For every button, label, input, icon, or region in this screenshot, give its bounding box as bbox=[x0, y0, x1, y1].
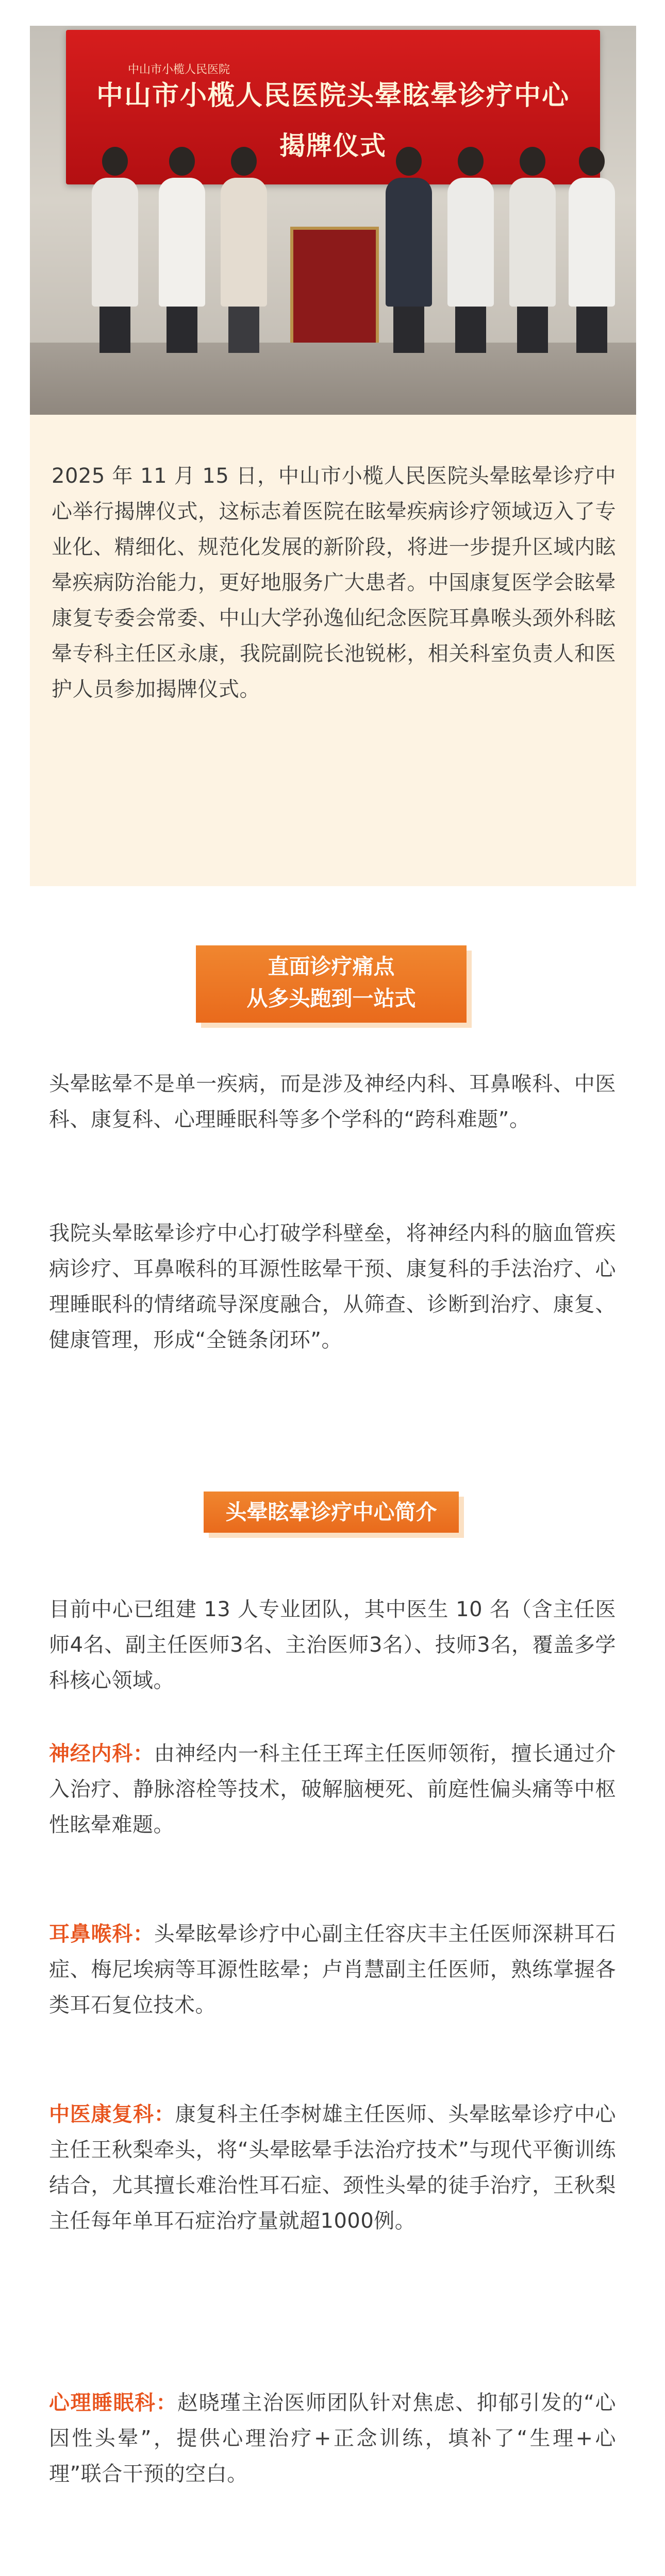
dept-neurology bbox=[49, 1736, 616, 1843]
dept-text: 由神经内一科主任王珲主任医师领衔，擅长通过介入治疗、静脉溶栓等技术，破解脑梗死、前庭性偏头痛等中枢性眩晕难题。 bbox=[49, 1742, 616, 1837]
section-badge-center-intro: 头晕眩晕诊疗中心简介 bbox=[204, 1492, 459, 1533]
ceremony-photo bbox=[30, 26, 636, 415]
badge-line-2: 从多头跑到一站式 bbox=[246, 986, 416, 1011]
dept-text: 头晕眩晕诊疗中心副主任容庆丰主任医师深耕耳石症、梅尼埃病等耳源性眩晕；卢肖慧副主任医师，熟练掌握各类耳石复位技术。 bbox=[49, 1922, 616, 2017]
dept-label: 中医康复科： bbox=[49, 2103, 175, 2126]
unveiled-plaque bbox=[290, 227, 379, 346]
team-paragraph: 目前中心已组建 13 人专业团队，其中医生 10 名（含主任医师4名、副主任医师3名、主治医师3名）、技师3名，覆盖多学科核心领域。 bbox=[49, 1598, 616, 1692]
section-badge-pain-points bbox=[196, 945, 467, 1023]
hospital-logo: 中山市小榄人民医院 bbox=[128, 63, 230, 76]
section1-paragraph-1: 头晕眩晕不是单一疾病，而是涉及神经内科、耳鼻喉科、中医科、康复科、心理睡眠科等多个学科的“跨科难题”。 bbox=[49, 1072, 616, 1131]
dept-label: 神经内科： bbox=[49, 1742, 154, 1766]
attendee bbox=[386, 147, 432, 353]
dept-text: 赵晓瑾主治医师团队针对焦虑、抑郁引发的“心因性头晕”，提供心理治疗+正念训练，填补了“生理+心理”联合干预的空白。 bbox=[49, 2391, 616, 2486]
dept-label: 耳鼻喉科： bbox=[49, 1922, 154, 1946]
dept-psych-sleep bbox=[49, 2385, 616, 2492]
attendee bbox=[569, 147, 615, 353]
dept-ent bbox=[49, 1917, 616, 2023]
attendee bbox=[509, 147, 556, 353]
intro-paragraph: 2025 年 11 月 15 日，中山市小榄人民医院头晕眩晕诊疗中心举行揭牌仪式，这标志着医院在眩晕疾病诊疗领域迈入了专业化、精细化、规范化发展的新阶段，将进一步提升区域内眩晕疾病防治能力，更好地服务广大患者。中国康复医学会眩晕康复专委会常委、中山大学孙逸仙纪念医院耳鼻喉头颈外科眩晕专科主任区永康，我院副院长池锐彬，相关科室负责人和医护人员参加揭牌仪式。 bbox=[52, 464, 616, 701]
section1-paragraph-2: 我院头晕眩晕诊疗中心打破学科壁垒，将神经内科的脑血管疾病诊疗、耳鼻喉科的耳源性眩晕干预、康复科的手法治疗、心理睡眠科的情绪疏导深度融合，从筛查、诊断到治疗、康复、健康管理，形成“全链条闭环”。 bbox=[49, 1222, 616, 1352]
photo-floor bbox=[30, 343, 636, 415]
dept-label: 心理睡眠科： bbox=[49, 2391, 177, 2415]
attendee bbox=[159, 147, 205, 353]
attendee bbox=[447, 147, 494, 353]
attendee bbox=[221, 147, 267, 353]
banner-subtitle: 揭牌仪式 bbox=[279, 131, 387, 161]
dept-tcm-rehab bbox=[49, 2097, 616, 2239]
badge-line-1: 直面诊疗痛点 bbox=[268, 954, 395, 979]
dept-text: 康复科主任李树雄主任医师、头晕眩晕诊疗中心主任王秋梨牵头，将“头晕眩晕手法治疗技术”与现代平衡训练结合，尤其擅长难治性耳石症、颈性头晕的徒手治疗，王秋梨主任每年单耳石症治疗量就超1000例。 bbox=[49, 2103, 616, 2233]
banner-title: 中山市小榄人民医院头晕眩晕诊疗中心 bbox=[96, 80, 570, 111]
attendee bbox=[92, 147, 138, 353]
